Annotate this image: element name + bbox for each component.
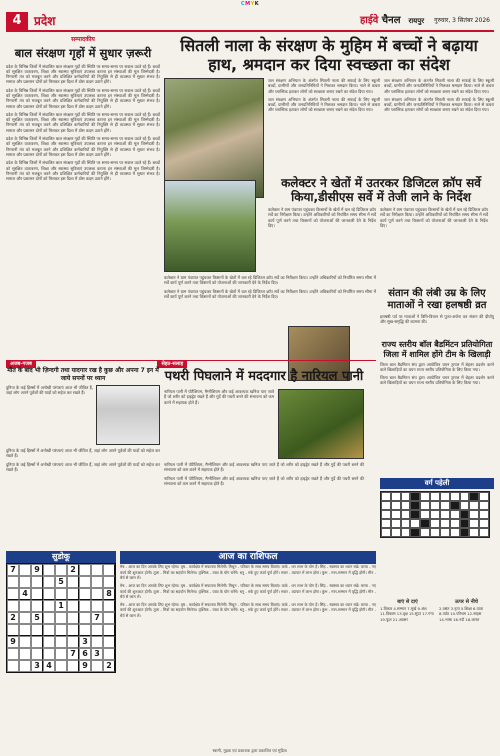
word-puzzle-cell bbox=[420, 510, 430, 519]
sudoku-cell: 1 bbox=[55, 600, 67, 612]
word-puzzle-cell bbox=[479, 528, 489, 537]
lead-body-cont3: जल संरक्षण अभियान के अंतर्गत सितली नाला की सफाई के लिए स्कूली बच्चों, ग्रामीणों और जनप्रतिनिधियों ने मिलकर श्रमदान किया। नाले से कचरा और प्लास्टिक हटाकर लोगों को स्वच्छता बनाए रखने का संदेश दिया गया। bbox=[384, 96, 494, 113]
word-puzzle-cell bbox=[401, 528, 411, 537]
horoscope-body: मेष - आज का दिन आपके लिए शुभ रहेगा। वृष - कार्यक्षेत्र में सफलता मिलेगी। मिथुन - परिवार के साथ समय बिताएं। कर्क - धन लाभ के योग हैं। सिंह - स्वास्थ्य का ध्यान रखें। कन्या - नए कार्य की शुरुआत होगी। तुला - मित्रों का सहयोग मिलेगा। वृश्चिक - यात्रा के योग बनेंगे। धनु - रुके हुए कार्य पूर्ण होंगे। मकर - व्यापार में लाभ होगा। कुंभ - मान-सम्मान में वृद्धि होगी। मीन - धैर्य से काम लें। bbox=[120, 564, 376, 581]
word-puzzle-cell bbox=[410, 510, 420, 519]
sports-body-cont: जिला बाल बैडमिंटन संघ द्वारा आयोजित चयन ट्रायल में बेहतर प्रदर्शन करने वाले खिलाड़ियों का चयन राज्य स्तरीय प्रतियोगिता के लिए किया गया। bbox=[380, 374, 494, 385]
sudoku-cell bbox=[31, 624, 43, 636]
word-puzzle-cell bbox=[410, 519, 420, 528]
sudoku-cell bbox=[43, 564, 55, 576]
health-tag: सेहत-सलाह bbox=[157, 361, 187, 368]
odd-news-photo bbox=[96, 385, 160, 445]
sudoku-cell bbox=[43, 636, 55, 648]
sudoku-cell: 4 bbox=[43, 660, 55, 672]
sudoku-cell bbox=[103, 564, 115, 576]
sudoku-cell: 8 bbox=[103, 588, 115, 600]
across-clues: 1.विकार 4.सम्मान 7.मूर्ख 9.अंश 11.विकास 13.वृक्ष 15.सुंदर 17.गंगा 19.फूल 21.अवसर bbox=[380, 605, 434, 622]
sudoku-cell bbox=[7, 576, 19, 588]
sudoku-cell bbox=[31, 600, 43, 612]
sudoku-cell bbox=[103, 612, 115, 624]
print-color-marks: CMYK bbox=[240, 1, 260, 7]
sudoku-cell bbox=[7, 600, 19, 612]
sudoku-cell: 2 bbox=[103, 660, 115, 672]
sudoku-cell bbox=[31, 648, 43, 660]
sudoku-cell bbox=[103, 648, 115, 660]
word-puzzle-cell bbox=[460, 519, 470, 528]
word-puzzle-cell bbox=[479, 519, 489, 528]
word-puzzle-cell bbox=[420, 492, 430, 501]
sudoku-cell bbox=[7, 648, 19, 660]
sudoku-cell bbox=[55, 624, 67, 636]
word-puzzle-cell bbox=[420, 519, 430, 528]
sudoku-cell bbox=[7, 624, 19, 636]
edition-city: रायपुर bbox=[408, 16, 425, 25]
word-puzzle-cell bbox=[469, 528, 479, 537]
word-puzzle-cell bbox=[401, 501, 411, 510]
halshashti-body: हलषष्ठी पर्व पर माताओं ने विधि-विधान से पूजा-अर्चना कर संतान की दीर्घायु और सुख-समृद्धि की कामना की। bbox=[380, 314, 494, 325]
sudoku-cell bbox=[67, 624, 79, 636]
sudoku-cell: 9 bbox=[31, 564, 43, 576]
sudoku-cell bbox=[19, 612, 31, 624]
sudoku-cell bbox=[103, 600, 115, 612]
crop-survey-body-cont: कलेक्टर ने ग्राम पंचायत पहुंचकर किसानों के खेतों में चल रहे डिजिटल क्रॉप सर्वे का निरीक्षण किया। उन्होंने अधिकारियों को निर्धारित समय सीमा में सर्वे कार्य पूर्ण करने तथा किसानों को योजनाओं की जानकारी देने के निर्देश दिए। bbox=[380, 207, 488, 228]
word-puzzle-cell bbox=[430, 528, 440, 537]
collector-photo-wrap bbox=[164, 180, 256, 272]
word-puzzle-cell bbox=[450, 528, 460, 537]
sudoku-cell bbox=[19, 564, 31, 576]
word-puzzle-cell bbox=[401, 519, 411, 528]
odd-news-body-cont: दुनिया के कई हिस्सों में अनोखी परंपराएं आज भी जीवित हैं, जहां लोग अपने पूर्वजों की यादों को सहेज कर रखते हैं। bbox=[6, 448, 160, 459]
lead-headline: सितली नाला के संरक्षण के मुहिम में बच्चों ने बढ़ाया हाथ, श्रमदान कर दिया स्वच्छता का संदेश bbox=[180, 36, 478, 74]
edition-date: गुरुवार, 3 सितंबर 2026 bbox=[434, 17, 490, 25]
word-puzzle-cell bbox=[479, 492, 489, 501]
down-clues: 2.वसंत 3.नृत्य 5.शिक्षा 6.यात्रा 8.पर्वत 10.परिश्रम 12.साहस 14.भाषा 16.नदी 18.कमल bbox=[439, 605, 483, 622]
sudoku-cell bbox=[19, 600, 31, 612]
horoscope-body-cont2: मेष - आज का दिन आपके लिए शुभ रहेगा। वृष - कार्यक्षेत्र में सफलता मिलेगी। मिथुन - परिवार के साथ समय बिताएं। कर्क - धन लाभ के योग हैं। सिंह - स्वास्थ्य का ध्यान रखें। कन्या - नए कार्य की शुरुआत होगी। तुला - मित्रों का सहयोग मिलेगा। वृश्चिक - यात्रा के योग बनेंगे। धनु - रुके हुए कार्य पूर्ण होंगे। मकर - व्यापार में लाभ होगा। कुंभ - मान-सम्मान में वृद्धि होगी। मीन - धैर्य से काम लें। bbox=[120, 601, 376, 618]
collector-field-photo bbox=[164, 180, 256, 272]
sudoku-puzzle bbox=[6, 551, 116, 673]
newspaper-brand: हाईवे चैनल bbox=[359, 14, 401, 26]
sudoku-cell bbox=[91, 564, 103, 576]
sudoku-cell bbox=[31, 636, 43, 648]
sudoku-cell bbox=[19, 636, 31, 648]
sudoku-cell bbox=[19, 576, 31, 588]
editorial-body-cont4: प्रदेश के विभिन्न जिलों में संचालित बाल संरक्षण गृहों की स्थिति पर समय-समय पर सवाल उठते रहे हैं। बच्चों को सुरक्षित वातावरण, शिक्षा और स्वास्थ्य सुविधाएं उपलब्ध कराना इन संस्थाओं की मूल जिम्मेदारी है। निगरानी तंत्र को मजबूत करने और प्रशिक्षित कर्मचारियों की नियुक्ति से ही व्यवस्था में सुधार संभव है। समाज और प्रशासन दोनों को मिलकर इस दिशा में ठोस कदम उठाने होंगे। bbox=[6, 160, 160, 182]
word-puzzle-cell bbox=[460, 510, 470, 519]
sudoku-cell: 7 bbox=[91, 612, 103, 624]
sudoku-cell bbox=[7, 588, 19, 600]
sudoku-cell: 5 bbox=[31, 612, 43, 624]
word-puzzle-cell bbox=[450, 492, 460, 501]
sudoku-cell bbox=[55, 564, 67, 576]
editorial-body-cont: प्रदेश के विभिन्न जिलों में संचालित बाल संरक्षण गृहों की स्थिति पर समय-समय पर सवाल उठते रहे हैं। बच्चों को सुरक्षित वातावरण, शिक्षा और स्वास्थ्य सुविधाएं उपलब्ध कराना इन संस्थाओं की मूल जिम्मेदारी है। निगरानी तंत्र को मजबूत करने और प्रशिक्षित कर्मचारियों की नियुक्ति से ही व्यवस्था में सुधार संभव है। समाज और प्रशासन दोनों को मिलकर इस दिशा में ठोस कदम उठाने होंगे। bbox=[6, 87, 160, 109]
editorial-kicker: सम्पादकीय bbox=[71, 36, 95, 43]
health-story bbox=[164, 365, 364, 486]
sudoku-cell bbox=[91, 600, 103, 612]
page-header bbox=[6, 12, 494, 32]
word-puzzle-cell bbox=[479, 510, 489, 519]
word-puzzle-cell bbox=[381, 519, 391, 528]
word-puzzle-cell bbox=[469, 492, 479, 501]
sudoku-grid bbox=[6, 563, 116, 673]
word-puzzle-cell bbox=[469, 519, 479, 528]
crop-survey-story bbox=[268, 176, 494, 228]
sudoku-cell: 5 bbox=[55, 576, 67, 588]
crop-survey-body: कलेक्टर ने ग्राम पंचायत पहुंचकर किसानों के खेतों में चल रहे डिजिटल क्रॉप सर्वे का निरीक्षण किया। उन्होंने अधिकारियों को निर्धारित समय सीमा में सर्वे कार्य पूर्ण करने तथा किसानों को योजनाओं की जानकारी देने के निर्देश दिए। bbox=[268, 207, 376, 228]
word-puzzle-cell bbox=[410, 528, 420, 537]
sudoku-cell: 2 bbox=[7, 612, 19, 624]
sudoku-cell: 7 bbox=[67, 648, 79, 660]
word-puzzle-clues bbox=[380, 600, 494, 622]
sudoku-cell bbox=[103, 636, 115, 648]
odd-news-tag: अजब-गजब bbox=[6, 361, 36, 368]
word-puzzle-cell bbox=[440, 528, 450, 537]
word-puzzle bbox=[380, 478, 494, 538]
sudoku-cell bbox=[19, 624, 31, 636]
sudoku-cell: 9 bbox=[7, 636, 19, 648]
word-puzzle-title: वर्ग पहेली bbox=[380, 478, 494, 489]
section-name: प्रदेश bbox=[34, 13, 56, 28]
sudoku-cell bbox=[31, 588, 43, 600]
halshashti-story bbox=[380, 288, 494, 312]
editorial-headline: बाल संरक्षण गृहों में सुधार ज़रूरी bbox=[14, 45, 152, 60]
sudoku-cell bbox=[55, 636, 67, 648]
halshashti-body-wrap bbox=[380, 314, 494, 325]
crop-survey-headline: कलेक्टर ने खेतों में उतरकर डिजिटल क्रॉप सर्वे किया,डीसीएस सर्वे में तेजी लाने के निर्देश bbox=[281, 176, 481, 204]
horoscope-box bbox=[120, 551, 376, 619]
health-headline: पथरी पिघलाने में मददगार है नारियल पानी bbox=[164, 369, 364, 384]
sudoku-cell bbox=[79, 564, 91, 576]
sudoku-cell bbox=[103, 576, 115, 588]
sudoku-cell bbox=[19, 648, 31, 660]
word-puzzle-cell bbox=[430, 501, 440, 510]
lead-body: जल संरक्षण अभियान के अंतर्गत सितली नाला की सफाई के लिए स्कूली बच्चों, ग्रामीणों और जनप्रतिनिधियों ने मिलकर श्रमदान किया। नाले से कचरा और प्लास्टिक हटाकर लोगों को स्वच्छता बनाए रखने का संदेश दिया गया। bbox=[268, 78, 380, 94]
crop-survey-body-cont2: कलेक्टर ने ग्राम पंचायत पहुंचकर किसानों के खेतों में चल रहे डिजिटल क्रॉप सर्वे का निरीक्षण किया। उन्होंने अधिकारियों को निर्धारित समय सीमा में सर्वे कार्य पूर्ण करने तथा किसानों को योजनाओं की जानकारी देने के निर्देश दिए। bbox=[164, 275, 376, 286]
sudoku-cell bbox=[43, 624, 55, 636]
sudoku-cell bbox=[79, 612, 91, 624]
sudoku-cell bbox=[43, 576, 55, 588]
word-puzzle-cell bbox=[391, 519, 401, 528]
word-puzzle-grid bbox=[380, 491, 490, 538]
word-puzzle-cell bbox=[450, 519, 460, 528]
odd-news-headline: मौत के बाद भी ज़िन्दगी तथा यादगार रख है कुछ और अपना 7 इन में जाये सपनों पर ध्यान bbox=[7, 367, 159, 382]
sudoku-cell: 2 bbox=[67, 564, 79, 576]
sudoku-cell bbox=[55, 612, 67, 624]
word-puzzle-cell bbox=[401, 510, 411, 519]
word-puzzle-cell bbox=[450, 510, 460, 519]
health-body-cont2: नारियल पानी में पोटैशियम, मैग्नीशियम और कई आवश्यक खनिज पाए जाते हैं जो शरीर को हाइड्रेट रखते हैं और गुर्दे की पथरी बनने की संभावना को कम करने में सहायक होते हैं। bbox=[164, 475, 364, 486]
word-puzzle-cell bbox=[440, 519, 450, 528]
word-puzzle-cell bbox=[401, 492, 411, 501]
sudoku-cell bbox=[79, 624, 91, 636]
sudoku-cell bbox=[67, 612, 79, 624]
sports-headline: राज्य स्तरीय बाॅल बैडमिंटन प्रतियोगिता जिला में शामिल होंगे टीम के खिलाड़ी bbox=[381, 340, 493, 359]
word-puzzle-cell bbox=[430, 510, 440, 519]
word-puzzle-cell bbox=[460, 528, 470, 537]
sudoku-cell bbox=[91, 660, 103, 672]
word-puzzle-cell bbox=[410, 501, 420, 510]
word-puzzle-cell bbox=[410, 492, 420, 501]
word-puzzle-cell bbox=[420, 528, 430, 537]
sports-body: जिला बाल बैडमिंटन संघ द्वारा आयोजित चयन ट्रायल में बेहतर प्रदर्शन करने वाले खिलाड़ियों का चयन राज्य स्तरीय प्रतियोगिता के लिए किया गया। bbox=[380, 362, 494, 373]
sports-story bbox=[380, 340, 494, 385]
sudoku-cell bbox=[55, 588, 67, 600]
lead-body-cont2: जल संरक्षण अभियान के अंतर्गत सितली नाला की सफाई के लिए स्कूली बच्चों, ग्रामीणों और जनप्रतिनिधियों ने मिलकर श्रमदान किया। नाले से कचरा और प्लास्टिक हटाकर लोगों को स्वच्छता बनाए रखने का संदेश दिया गया। bbox=[384, 78, 494, 94]
sudoku-cell bbox=[67, 660, 79, 672]
sudoku-title: सुडोकू bbox=[6, 551, 116, 563]
odd-news-body-cont2: दुनिया के कई हिस्सों में अनोखी परंपराएं आज भी जीवित हैं, जहां लोग अपने पूर्वजों की यादों को सहेज कर रखते हैं। bbox=[6, 461, 160, 472]
word-puzzle-cell bbox=[381, 492, 391, 501]
word-puzzle-cell bbox=[381, 528, 391, 537]
sudoku-cell bbox=[79, 588, 91, 600]
word-puzzle-cell bbox=[479, 501, 489, 510]
word-puzzle-cell bbox=[381, 501, 391, 510]
word-puzzle-cell bbox=[440, 501, 450, 510]
editorial-body-cont2: प्रदेश के विभिन्न जिलों में संचालित बाल संरक्षण गृहों की स्थिति पर समय-समय पर सवाल उठते रहे हैं। बच्चों को सुरक्षित वातावरण, शिक्षा और स्वास्थ्य सुविधाएं उपलब्ध कराना इन संस्थाओं की मूल जिम्मेदारी है। निगरानी तंत्र को मजबूत करने और प्रशिक्षित कर्मचारियों की नियुक्ति से ही व्यवस्था में सुधार संभव है। समाज और प्रशासन दोनों को मिलकर इस दिशा में ठोस कदम उठाने होंगे। bbox=[6, 111, 160, 133]
word-puzzle-cell bbox=[430, 492, 440, 501]
word-puzzle-cell bbox=[440, 492, 450, 501]
sudoku-cell bbox=[55, 660, 67, 672]
word-puzzle-cell bbox=[391, 501, 401, 510]
horoscope-title: आज का राशिफल bbox=[120, 551, 376, 564]
crop-survey-cont-col bbox=[164, 275, 376, 299]
horoscope-body-cont: मेष - आज का दिन आपके लिए शुभ रहेगा। वृष - कार्यक्षेत्र में सफलता मिलेगी। मिथुन - परिवार के साथ समय बिताएं। कर्क - धन लाभ के योग हैं। सिंह - स्वास्थ्य का ध्यान रखें। कन्या - नए कार्य की शुरुआत होगी। तुला - मित्रों का सहयोग मिलेगा। वृश्चिक - यात्रा के योग बनेंगे। धनु - रुके हुए कार्य पूर्ण होंगे। मकर - व्यापार में लाभ होगा। कुंभ - मान-सम्मान में वृद्धि होगी। मीन - धैर्य से काम लें। bbox=[120, 583, 376, 600]
word-puzzle-cell bbox=[391, 510, 401, 519]
sudoku-cell bbox=[103, 624, 115, 636]
sudoku-cell bbox=[91, 576, 103, 588]
coconut-photo bbox=[278, 389, 364, 459]
word-puzzle-cell bbox=[430, 519, 440, 528]
word-puzzle-cell bbox=[440, 510, 450, 519]
word-puzzle-cell bbox=[391, 528, 401, 537]
odd-news-body: दुनिया के कई हिस्सों में अनोखी परंपराएं आज भी जीवित हैं, जहां लोग अपने पूर्वजों की यादों को सहेज कर रखते हैं। bbox=[6, 385, 93, 396]
sudoku-cell: 6 bbox=[79, 648, 91, 660]
editorial-body-cont3: प्रदेश के विभिन्न जिलों में संचालित बाल संरक्षण गृहों की स्थिति पर समय-समय पर सवाल उठते रहे हैं। बच्चों को सुरक्षित वातावरण, शिक्षा और स्वास्थ्य सुविधाएं उपलब्ध कराना इन संस्थाओं की मूल जिम्मेदारी है। निगरानी तंत्र को मजबूत करने और प्रशिक्षित कर्मचारियों की नियुक्ति से ही व्यवस्था में सुधार संभव है। समाज और प्रशासन दोनों को मिलकर इस दिशा में ठोस कदम उठाने होंगे। bbox=[6, 136, 160, 157]
sudoku-cell bbox=[43, 588, 55, 600]
sudoku-cell: 3 bbox=[91, 648, 103, 660]
word-puzzle-cell bbox=[460, 501, 470, 510]
sudoku-cell bbox=[67, 636, 79, 648]
sudoku-cell: 7 bbox=[7, 564, 19, 576]
word-puzzle-cell bbox=[469, 501, 479, 510]
editorial-body: प्रदेश के विभिन्न जिलों में संचालित बाल संरक्षण गृहों की स्थिति पर समय-समय पर सवाल उठते रहे हैं। बच्चों को सुरक्षित वातावरण, शिक्षा और स्वास्थ्य सुविधाएं उपलब्ध कराना इन संस्थाओं की मूल जिम्मेदारी है। निगरानी तंत्र को मजबूत करने और प्रशिक्षित कर्मचारियों की नियुक्ति से ही व्यवस्था में सुधार संभव है। समाज और प्रशासन दोनों को मिलकर इस दिशा में ठोस कदम उठाने होंगे। bbox=[6, 63, 160, 85]
odd-news-story bbox=[6, 365, 160, 472]
sudoku-cell bbox=[91, 636, 103, 648]
word-puzzle-cell bbox=[420, 501, 430, 510]
sudoku-cell: 3 bbox=[31, 660, 43, 672]
sudoku-cell: 4 bbox=[19, 588, 31, 600]
crop-survey-body-cont3: कलेक्टर ने ग्राम पंचायत पहुंचकर किसानों के खेतों में चल रहे डिजिटल क्रॉप सर्वे का निरीक्षण किया। उन्होंने अधिकारियों को निर्धारित समय सीमा में सर्वे कार्य पूर्ण करने तथा किसानों को योजनाओं की जानकारी देने के निर्देश दिए। bbox=[164, 288, 376, 299]
sudoku-cell bbox=[55, 648, 67, 660]
sudoku-cell bbox=[19, 660, 31, 672]
sudoku-cell bbox=[7, 660, 19, 672]
sudoku-cell: 9 bbox=[79, 660, 91, 672]
sudoku-cell bbox=[43, 600, 55, 612]
health-body-cont: नारियल पानी में पोटैशियम, मैग्नीशियम और कई आवश्यक खनिज पाए जाते हैं जो शरीर को हाइड्रेट रखते हैं और गुर्दे की पथरी बनने की संभावना को कम करने में सहायक होते हैं। bbox=[164, 462, 364, 473]
word-puzzle-cell bbox=[469, 510, 479, 519]
down-clues-title: ऊपर से नीचे bbox=[455, 599, 478, 605]
word-puzzle-cell bbox=[381, 510, 391, 519]
word-puzzle-cell bbox=[450, 501, 460, 510]
sudoku-cell bbox=[91, 624, 103, 636]
sudoku-cell bbox=[67, 576, 79, 588]
sudoku-cell bbox=[31, 576, 43, 588]
page-number: 4 bbox=[6, 12, 28, 30]
editorial-column bbox=[6, 36, 160, 181]
halshashti-headline: संतान की लंबी उम्र के लिए माताओं ने रखा हलषष्ठी व्रत bbox=[387, 288, 487, 311]
word-puzzle-cell bbox=[460, 492, 470, 501]
sudoku-cell bbox=[91, 588, 103, 600]
page-footer: स्वामी, मुद्रक एवं प्रकाशक द्वारा प्रकाशित एवं मुद्रित। bbox=[212, 748, 288, 753]
word-puzzle-cell bbox=[391, 492, 401, 501]
sudoku-cell bbox=[43, 648, 55, 660]
health-body: नारियल पानी में पोटैशियम, मैग्नीशियम और कई आवश्यक खनिज पाए जाते हैं जो शरीर को हाइड्रेट रखते हैं और गुर्दे की पथरी बनने की संभावना को कम करने में सहायक होते हैं। bbox=[164, 389, 274, 405]
sudoku-cell bbox=[79, 576, 91, 588]
lead-story bbox=[164, 36, 494, 198]
across-clues-title: बाएं से दाएं bbox=[397, 599, 418, 605]
sudoku-cell: 3 bbox=[79, 636, 91, 648]
sudoku-cell bbox=[43, 612, 55, 624]
sudoku-cell bbox=[67, 600, 79, 612]
sudoku-cell bbox=[67, 588, 79, 600]
lead-body-cont: जल संरक्षण अभियान के अंतर्गत सितली नाला की सफाई के लिए स्कूली बच्चों, ग्रामीणों और जनप्रतिनिधियों ने मिलकर श्रमदान किया। नाले से कचरा और प्लास्टिक हटाकर लोगों को स्वच्छता बनाए रखने का संदेश दिया गया। bbox=[268, 96, 380, 113]
sudoku-cell bbox=[79, 600, 91, 612]
